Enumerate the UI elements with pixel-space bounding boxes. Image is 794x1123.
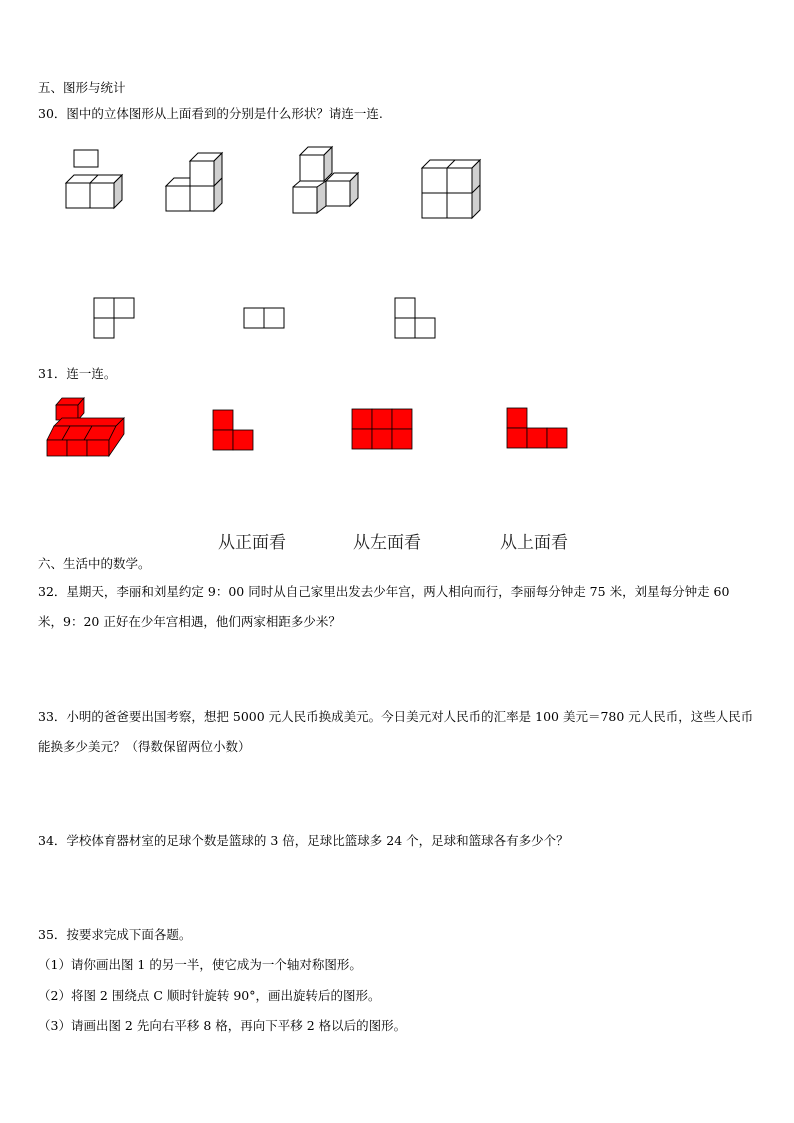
- question-35: 35．按要求完成下面各题。: [38, 927, 192, 942]
- q31-view-L: [213, 410, 253, 450]
- section-title-6: 六、生活中的数学。: [38, 556, 151, 571]
- question-35-1: （1）请你画出图 1 的另一半，使它成为一个轴对称图形。: [38, 957, 362, 972]
- question-31: 31．连一连。: [38, 366, 117, 381]
- label-top-view: 从上面看: [500, 533, 568, 553]
- question-35-2: （2）将图 2 围绕点 C 顺时针旋转 90°，画出旋转后的图形。: [38, 988, 381, 1003]
- q31-figures: [0, 0, 794, 470]
- q31-view-flat-L: [507, 408, 567, 448]
- question-32: 32．星期天，李丽和刘星约定 9：00 同时从自己家里出发去少年宫，两人相向而行，李丽每分钟走 75 米，刘星每分钟走 60 米，9：20 正好在少年宫相遇，他们两家相距多少米？: [38, 584, 730, 629]
- question-35-3: （3）请画出图 2 先向右平移 8 格，再向下平移 2 格以后的图形。: [38, 1018, 407, 1033]
- question-33: 33．小明的爸爸要出国考察，想把 5000 元人民币换成美元。今日美元对人民币的汇率是 100 美元＝780 元人民币，这些人民币能换多少美元？（得数保留两位小数）: [38, 709, 754, 754]
- label-left-view: 从左面看: [353, 533, 421, 553]
- q31-red-solid: [47, 398, 124, 456]
- q31-view-grid: [352, 409, 412, 449]
- section-title-5: 五、图形与统计: [38, 80, 126, 95]
- question-34: 34．学校体育器材室的足球个数是篮球的 3 倍，足球比篮球多 24 个，足球和篮球各有多少个？: [38, 833, 569, 848]
- question-30: 30．图中的立体图形从上面看到的分别是什么形状？请连一连.: [38, 106, 383, 121]
- label-front-view: 从正面看: [218, 533, 286, 553]
